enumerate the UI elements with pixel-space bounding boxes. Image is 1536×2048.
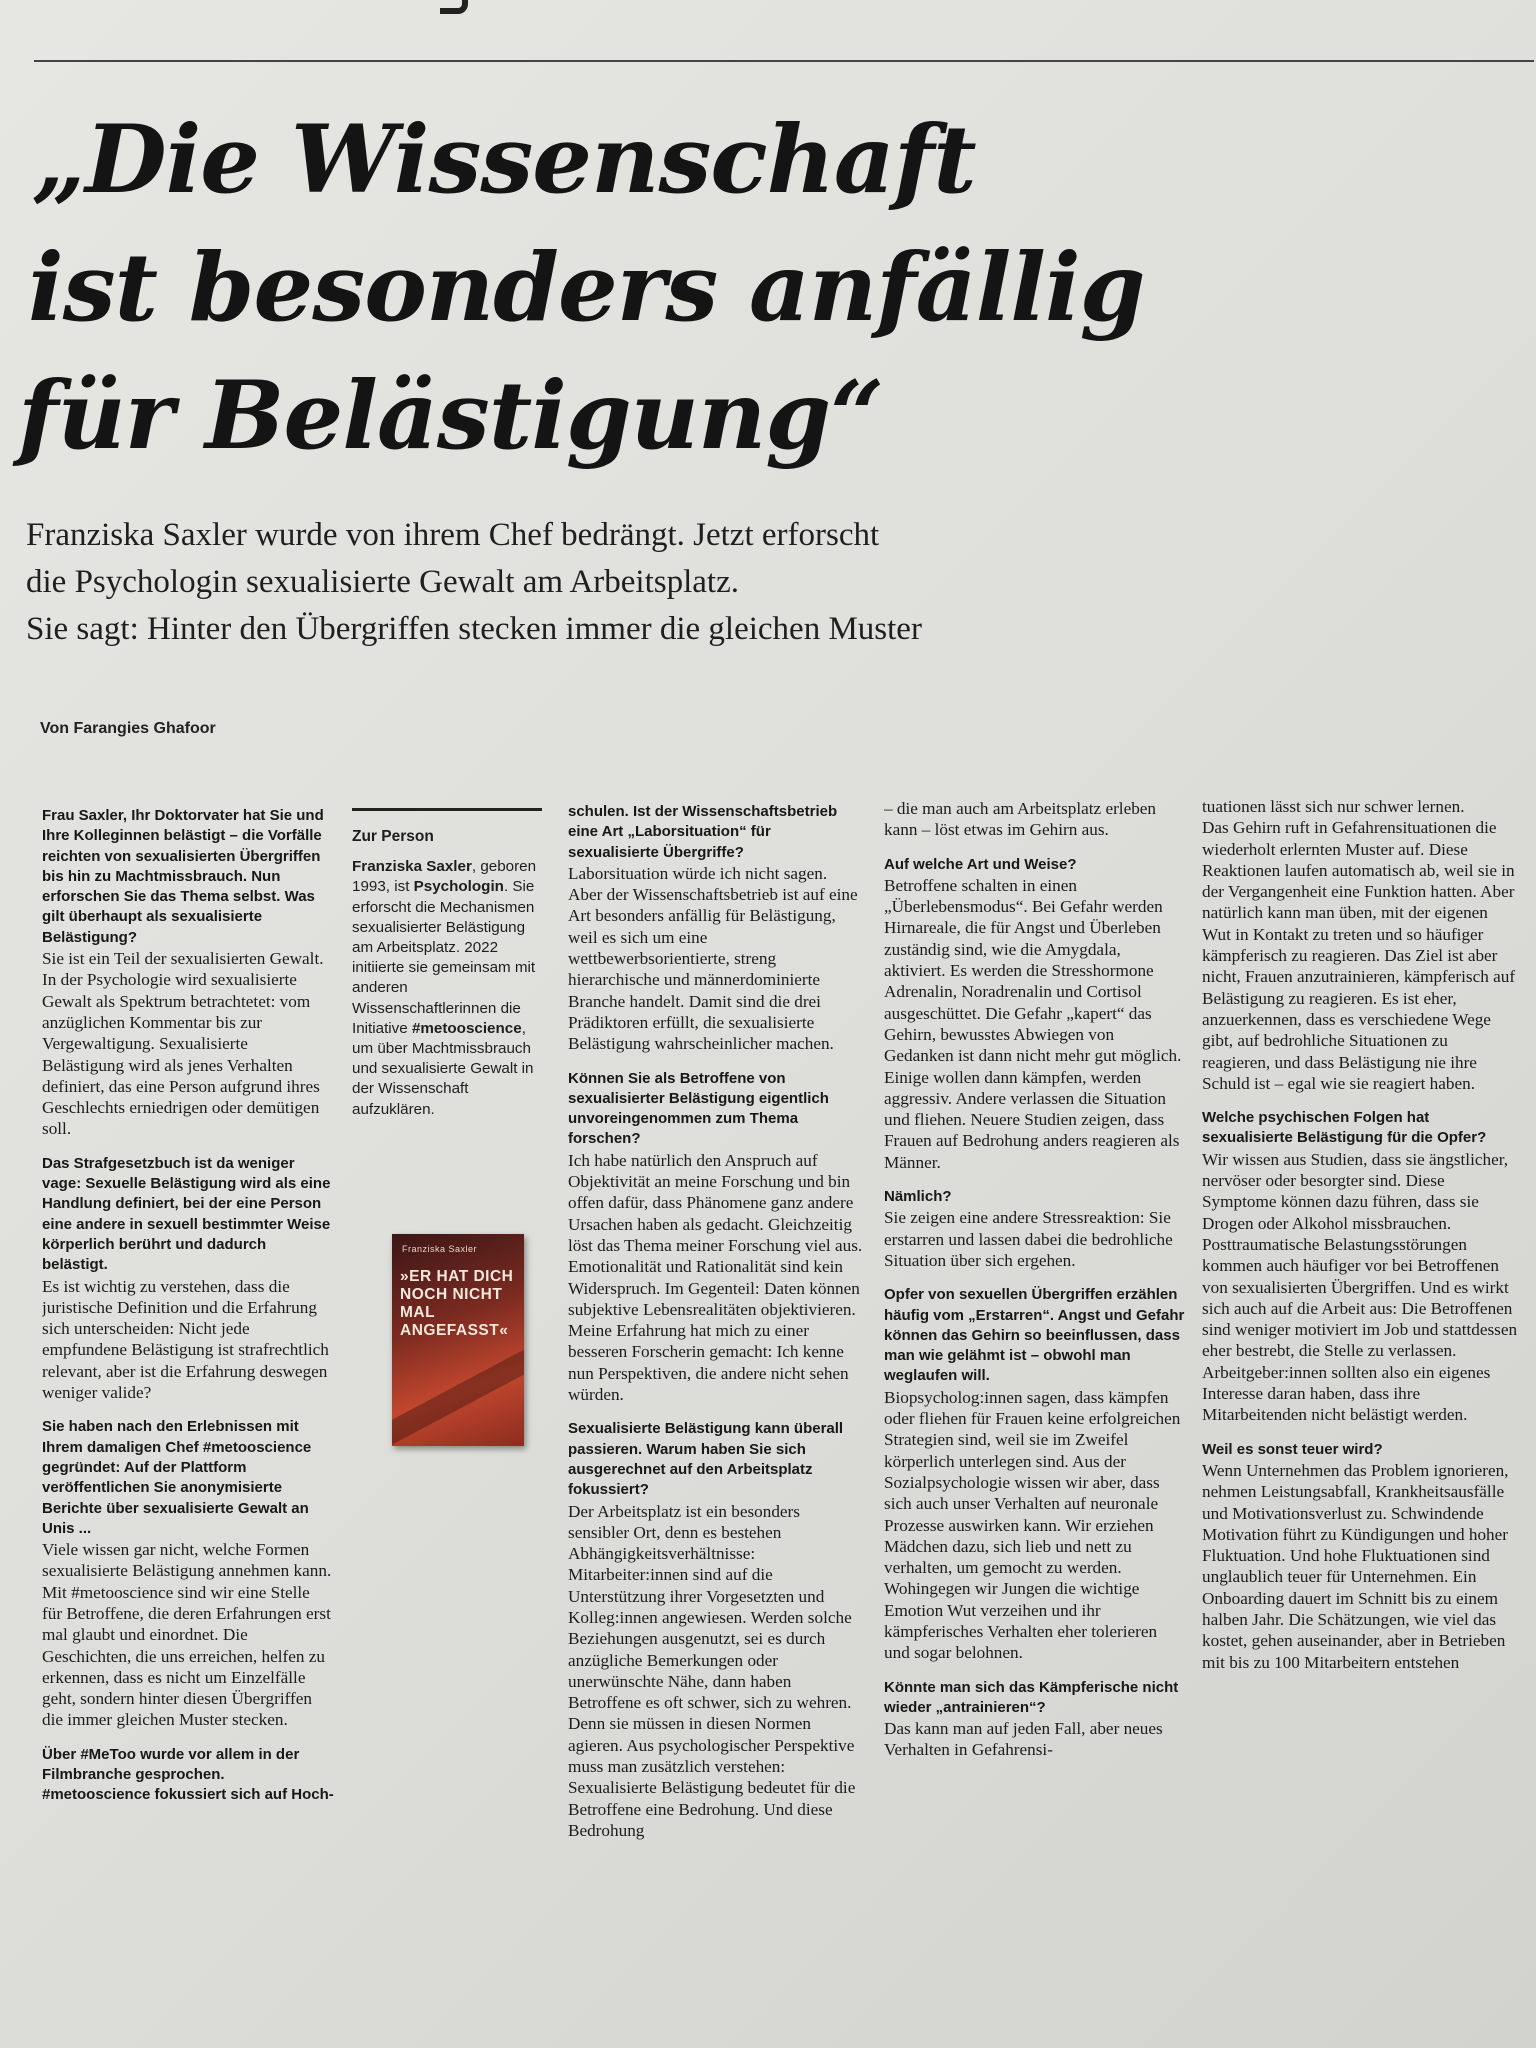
interview-question: Sexualisierte Belästigung kann überall passieren. Warum haben Sie sich ausgerechnet auf den Arbeitsplatz fokussiert? xyxy=(568,1420,844,1499)
deck-line-3: Sie sagt: Hinter den Übergriffen stecken immer die gleichen Muster xyxy=(26,611,922,647)
interview-question: Könnte man sich das Kämpferische nicht wieder „antrainieren“? xyxy=(884,1678,1179,1716)
column-3 xyxy=(568,802,864,2032)
headline-line-1: „Die Wissenschaft xyxy=(32,105,976,215)
interview-question: Frau Saxler, Ihr Doktorvater hat Sie und Ihre Kolleginnen belästigt – die Vorfälle reichten von sexualisierten Übergriffen bis hin zu Machtmissbrauch. Nun erforschen Sie das Thema selbst. Was gilt überhaupt als sexualisierte Belästigung? xyxy=(42,807,324,946)
top-rule xyxy=(34,60,1534,62)
sidebar-rule xyxy=(352,808,542,811)
sidebar-born: , geboren 1993, ist xyxy=(352,858,537,896)
book-cover-image xyxy=(392,1234,524,1446)
interview-answer: Das kann man auf jeden Fall, aber neues Verhalten in Gefahrensi- xyxy=(884,1719,1163,1760)
sidebar-zur-person xyxy=(352,808,542,1120)
interview-question: Opfer von sexuellen Übergriffen erzählen häufig vom „Erstarren“. Angst und Gefahr können das Gehirn so beeinflussen, dass man wie gelähmt ist – obwohl man weglaufen will. xyxy=(884,1286,1185,1385)
interview-answer: Viele wissen gar nicht, welche Formen sexualisierte Belästigung annehmen kann. Mit #metooscience sind wir eine Stelle für Betroffene, die deren Erfahrungen erst mal glaubt und einordnet. Die Geschichten, die uns erreichen, helfen zu erkennen, dass es nicht um Einzelfälle geht, sondern hinter diesen Übergriffen die immer gleichen Muster stecken. xyxy=(42,1540,332,1730)
interview-question: Das Strafgesetzbuch ist da weniger vage: Sexuelle Belästigung wird als eine Handlung definiert, bei der eine Person eine andere in sexuell bestimmter Weise körperlich berührt und dadurch belästigt. xyxy=(42,1154,331,1274)
interview-answer: Es ist wichtig zu verstehen, dass die juristische Definition und die Erfahrung sich unterscheiden: Nicht jede empfundene Belästigung ist strafrechtlich relevant, aber ist die Erfahrung deswegen weniger valide? xyxy=(42,1276,329,1403)
deck-subheadline xyxy=(26,512,1526,653)
column-5 xyxy=(1202,796,1520,2026)
interview-question: Auf welche Art und Weise? xyxy=(884,855,1077,873)
interview-question: Nämlich? xyxy=(884,1188,952,1206)
interview-answer: Sie ist ein Teil der sexualisierten Gewalt. In der Psychologie wird sexualisierte Gewalt als Spektrum betrachtetet: vom anzüglichen Kommentar bis zur Vergewaltigung. Sexualisierte Belästigung wird als jenes Verhalten definiert, das eine Person aufgrund ihres Geschlechts erniedrigen oder demütigen soll. xyxy=(42,949,324,1139)
headline-line-3: für Belästigung“ xyxy=(18,361,884,471)
cut-off-letter xyxy=(440,0,468,14)
column-1 xyxy=(42,806,334,2036)
interview-answer: Laborsituation würde ich nicht sagen. Aber der Wissenschaftsbetrieb ist auf eine Art besonders anfällig für Belästigung, weil es sich um eine wettbewerbsorientierte, streng hierarchische und männerdominierte Branche handelt. Damit sind die drei Prädiktoren erfüllt, die sexualisierte Belästigung wahrscheinlicher machen. xyxy=(568,863,858,1054)
deck-line-2: die Psychologin sexualisierte Gewalt am Arbeitsplatz. xyxy=(26,564,739,600)
sidebar-bio xyxy=(352,857,542,1120)
interview-question: Sie haben nach den Erlebnissen mit Ihrem damaligen Chef #metooscience gegründet: Auf der Plattform veröffentlichen Sie anonymisierte Berichte über sexualisierte Gewalt an Unis ... xyxy=(42,1418,312,1537)
interview-answer: Ich habe natürlich den Anspruch auf Objektivität an meine Forschung und bin offen dafür, dass Phänomene ganz andere Ursachen haben als gedacht. Gleichzeitig löst das Thema meiner Forschung viel aus. Emotionalität und Rationalität sind kein Widerspruch. Im Gegenteil: Daten können subjektive Lebensrealitäten objektivieren. Meine Erfahrung hat mich zu einer besseren Forscherin gemacht: Ich kenne nun Perspektiven, die andere nicht sehen würden. xyxy=(568,1150,863,1405)
sidebar-profession: Psychologin xyxy=(413,878,504,896)
byline: Von Farangies Ghafoor xyxy=(40,720,216,737)
interview-question: Können Sie als Betroffene von sexualisierter Belästigung eigentlich unvoreingenommen zum Thema forschen? xyxy=(568,1069,829,1148)
interview-question: Über #MeToo wurde vor allem in der Filmbranche gesprochen. #metooscience fokussiert sich auf Hoch- xyxy=(42,1745,334,1804)
headline xyxy=(18,96,1145,480)
column-4 xyxy=(884,798,1186,2028)
sidebar-label: Zur Person xyxy=(352,828,434,845)
sidebar-text-1: . Sie erforscht die Mechanismen sexualisierter Belästigung am Arbeitsplatz. 2022 initiierte sie gemeinsam mit anderen Wissenschaftlerinnen die Initiative xyxy=(352,878,536,1037)
headline-line-2: ist besonders anfällig xyxy=(28,233,1145,343)
interview-answer: Wenn Unternehmen das Problem ignorieren, nehmen Leistungsabfall, Krankheitsausfälle und Motivationsverlust zu. Schwindende Motivation führt zu Kündigungen und hoher Fluktuation. Und hohe Fluktuationen sind unglaublich teuer für Unternehmen. Ein Onboarding dauert im Schnitt bis zu einem halben Jahr. Die Schätzungen, wie viel das kostet, gehen auseinander, aber in Betrieben mit bis zu 100 Mitarbeitern entstehen xyxy=(1202,1460,1509,1672)
interview-answer: Biopsycholog:innen sagen, dass kämpfen oder fliehen für Frauen keine erfolgreichen Strategien sind, weil sie im Zweifel körperlich unterlegen sind. Aus der Sozialpsychologie wissen wir aber, dass sich auch unser Verhalten auf neuronale Prozesse auswirken kann. Wir erziehen Mädchen dazu, sich lieb und nett zu verhalten, um gemocht zu werden. Wohingegen wir Jungen die wichtige Emotion Wut verzeihen und ihr kämpferisches Verhalten eher tolerieren und sogar belohnen. xyxy=(884,1387,1181,1663)
interview-answer: Der Arbeitsplatz ist ein besonders sensibler Ort, denn es bestehen Abhängigkeitsverhältnisse: Mitarbeiter:innen sind auf die Unterstützung ihrer Vorgesetzten und Kolleg:innen angewiesen. Werden solche Beziehungen ausgenutzt, sei es durch anzügliche Bemerkungen oder unerwünschte Nähe, dann haben Betroffene es oft schwer, sich zu wehren. Denn sie müssen in diesen Normen agieren. Aus psychologischer Perspektive muss man zusätzlich verstehen: Sexualisierte Belästigung bedeutet für die Betroffene eine Bedrohung. Und diese Bedrohung xyxy=(568,1501,856,1840)
interview-question: Welche psychischen Folgen hat sexualisierte Belästigung für die Opfer? xyxy=(1202,1109,1487,1147)
interview-question: Weil es sonst teuer wird? xyxy=(1202,1440,1383,1458)
interview-answer: – die man auch am Arbeitsplatz erleben kann – löst etwas im Gehirn aus. xyxy=(884,799,1157,840)
book-title: »ER HAT DICH NOCH NICHT MAL ANGEFASST« xyxy=(400,1268,514,1339)
sidebar-initiative: #metooscience xyxy=(411,1019,522,1037)
deck-line-1: Franziska Saxler wurde von ihrem Chef bedrängt. Jetzt erforscht xyxy=(26,517,880,553)
sidebar-text-2: , um über Machtmissbrauch und sexualisierte Gewalt in der Wissenschaft aufzuklären. xyxy=(352,1019,534,1118)
book-author: Franziska Saxler xyxy=(402,1244,478,1254)
sidebar-name: Franziska Saxler xyxy=(352,858,472,876)
interview-answer: Sie zeigen eine andere Stressreaktion: Sie erstarren und lassen dabei die bedrohliche Situation über sich ergehen. xyxy=(884,1208,1173,1270)
interview-answer: Das Gehirn ruft in Gefahrensituationen die wiederholt erlernten Muster auf. Diese Reaktionen laufen automatisch ab, weil sie in der Vergangenheit eine Funktion hatten. Aber natürlich kann man üben, mit der eigenen Wut in Kontakt zu treten und so häufiger kämpferisch zu reagieren. Das Ziel ist aber nicht, Frauen anzutrainieren, kämpferisch auf Belästigung zu reagieren. Es ist eher, anzuerkennen, dass es verschiedene Wege gibt, auf bedrohliche Situationen zu reagieren, und dass Belästigung nie ihre Schuld ist – egal wie sie reagiert haben. xyxy=(1202,818,1516,1093)
interview-answer: Betroffene schalten in einen „Überlebensmodus“. Bei Gefahr werden Hirnareale, die für Angst und Überleben zuständig sind, wie die Amygdala, aktiviert. Es werden die Stresshormone Adrenalin, Noradrenalin und Cortisol ausgeschüttet. Die Gefahr „kapert“ das Gehirn, bewusstes Abwiegen von Gedanken ist dann nicht mehr gut möglich. Einige wollen dann kämpfen, werden aggressiv. Andere verlassen die Situation und fliehen. Neuere Studien zeigen, dass Frauen auf Bedrohung anders reagieren als Männer. xyxy=(884,875,1182,1172)
interview-question: schulen. Ist der Wissenschaftsbetrieb eine Art „Laborsituation“ für sexualisierte Übergriffe? xyxy=(568,803,838,861)
book-cover-stripe xyxy=(392,1343,524,1446)
interview-answer: tuationen lässt sich nur schwer lernen. xyxy=(1202,797,1465,816)
interview-answer: Wir wissen aus Studien, dass sie ängstlicher, nervöser oder besorgter sind. Diese Symptome können dazu führen, dass sie Drogen oder Alkohol missbrauchen. Posttraumatische Belastungsstörungen kommen auch häufiger vor bei Betroffenen von sexualisierten Übergriffen. Und es wirkt sich auch auf die Arbeit aus: Die Betroffenen sind weniger motiviert im Job und stattdessen eher bestrebt, die Stelle zu verlassen. Arbeitgeber:innen sollten also ein eigenes Interesse daran haben, dass ihre Mitarbeitenden nicht belästigt werden. xyxy=(1202,1149,1518,1425)
